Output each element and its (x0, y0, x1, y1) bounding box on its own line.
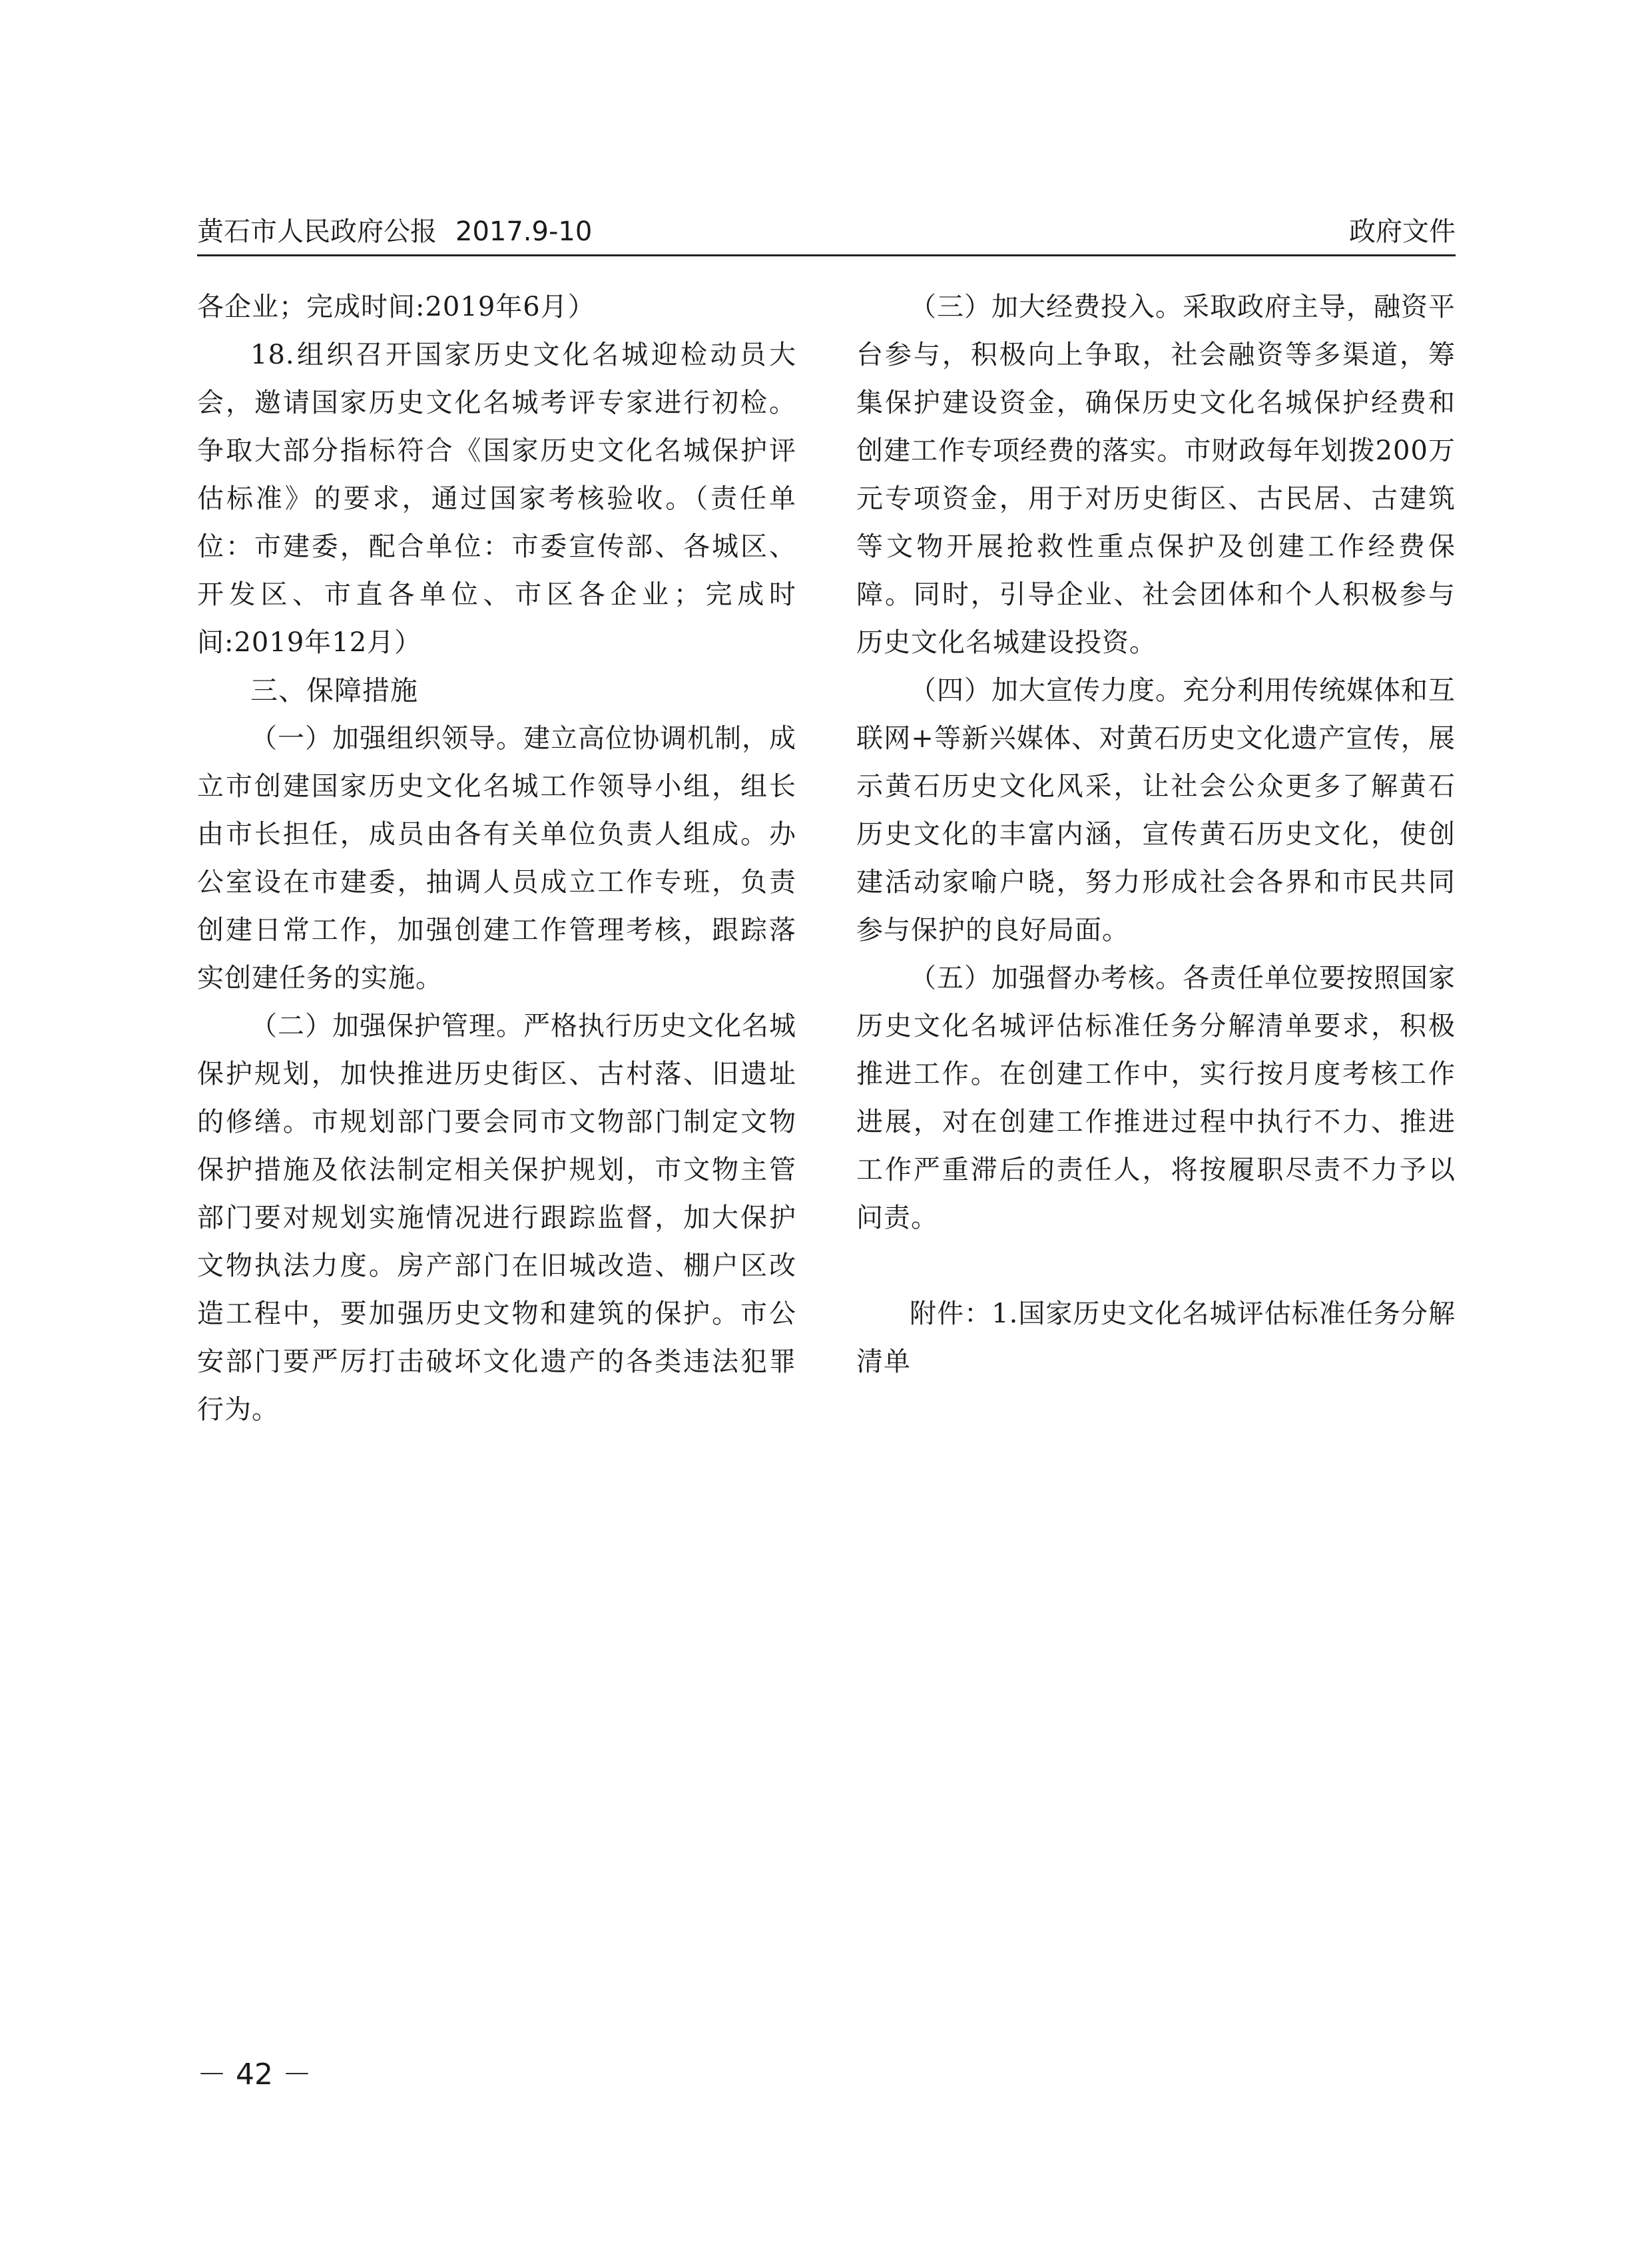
paragraph-protection: （二）加强保护管理。严格执行历史文化名城保护规划，加快推进历史街区、古村落、旧遗址的修缮。市规划部门要会同市文物部门制定文物保护措施及依法制定相关保护规划，市文物主管部门要对规划实施情况进行跟踪监督，加大保护文物执法力度。房产部门在旧城改造、棚户区改造工程中，要加强历史文物和建筑的保护。市公安部门要严厉打击破坏文化遗产的各类违法犯罪行为。 (197, 1011, 796, 1425)
section-title: 政府文件 (1349, 216, 1456, 247)
paragraph-organization: （一）加强组织领导。建立高位协调机制，成立市创建国家历史文化名城工作领导小组，组长由市长担任，成员由各有关单位负责人组成。办公室设在市建委，抽调人员成立工作专班，负责创建日常工作，加强创建工作管理考核，跟踪落实创建任务的实施。 (197, 723, 796, 993)
section-heading: 三、保障措施 (250, 675, 418, 706)
running-header (197, 212, 1456, 256)
issue-number: 2017.9-10 (455, 216, 593, 247)
paragraph-funding: （三）加大经费投入。采取政府主导，融资平台参与，积极向上争取，社会融资等多渠道，筹集保护建设资金，确保历史文化名城保护经费和创建工作专项经费的落实。市财政每年划拨200万元专项资金，用于对历史街区、古民居、古建筑等文物开展抢救性重点保护及创建工作经费保障。同时，引导企业、社会团体和个人积极参与历史文化名城建设投资。 (856, 292, 1456, 658)
paragraph-item-18: 18.组织召开国家历史文化名城迎检动员大会，邀请国家历史文化名城考评专家进行初检。争取大部分指标符合《国家历史文化名城保护评估标准》的要求，通过国家考核验收。（责任单位：市建委，配合单位：市委宣传部、各城区、开发区、市直各单位、市区各企业；完成时间:2019年12月） (197, 340, 796, 658)
page-number: － 42 － (197, 2058, 312, 2092)
header-left (197, 212, 592, 252)
paragraph-continuation: 各企业；完成时间:2019年6月） (197, 292, 595, 322)
paragraph-supervision: （五）加强督办考核。各责任单位要按照国家历史文化名城评估标准任务分解清单要求，积极推进工作。在创建工作中，实行按月度考核工作进展，对在创建工作推进过程中执行不力、推进工作严重滞后的责任人，将按履职尽责不力予以问责。 (856, 963, 1456, 1233)
paragraph-publicity: （四）加大宣传力度。充分利用传统媒体和互联网+等新兴媒体、对黄石历史文化遗产宣传，展示黄石历史文化风采，让社会公众更多了解黄石历史文化的丰富内涵，宣传黄石历史文化，使创建活动家喻户晓，努力形成社会各界和市民共同参与保护的良好局面。 (856, 675, 1456, 946)
attachment-note: 附件：1.国家历史文化名城评估标准任务分解清单 (856, 1298, 1456, 1377)
right-column (856, 283, 1456, 1386)
spacer (856, 1242, 1456, 1290)
left-column (197, 283, 796, 1434)
publication-title: 黄石市人民政府公报 (197, 216, 437, 247)
